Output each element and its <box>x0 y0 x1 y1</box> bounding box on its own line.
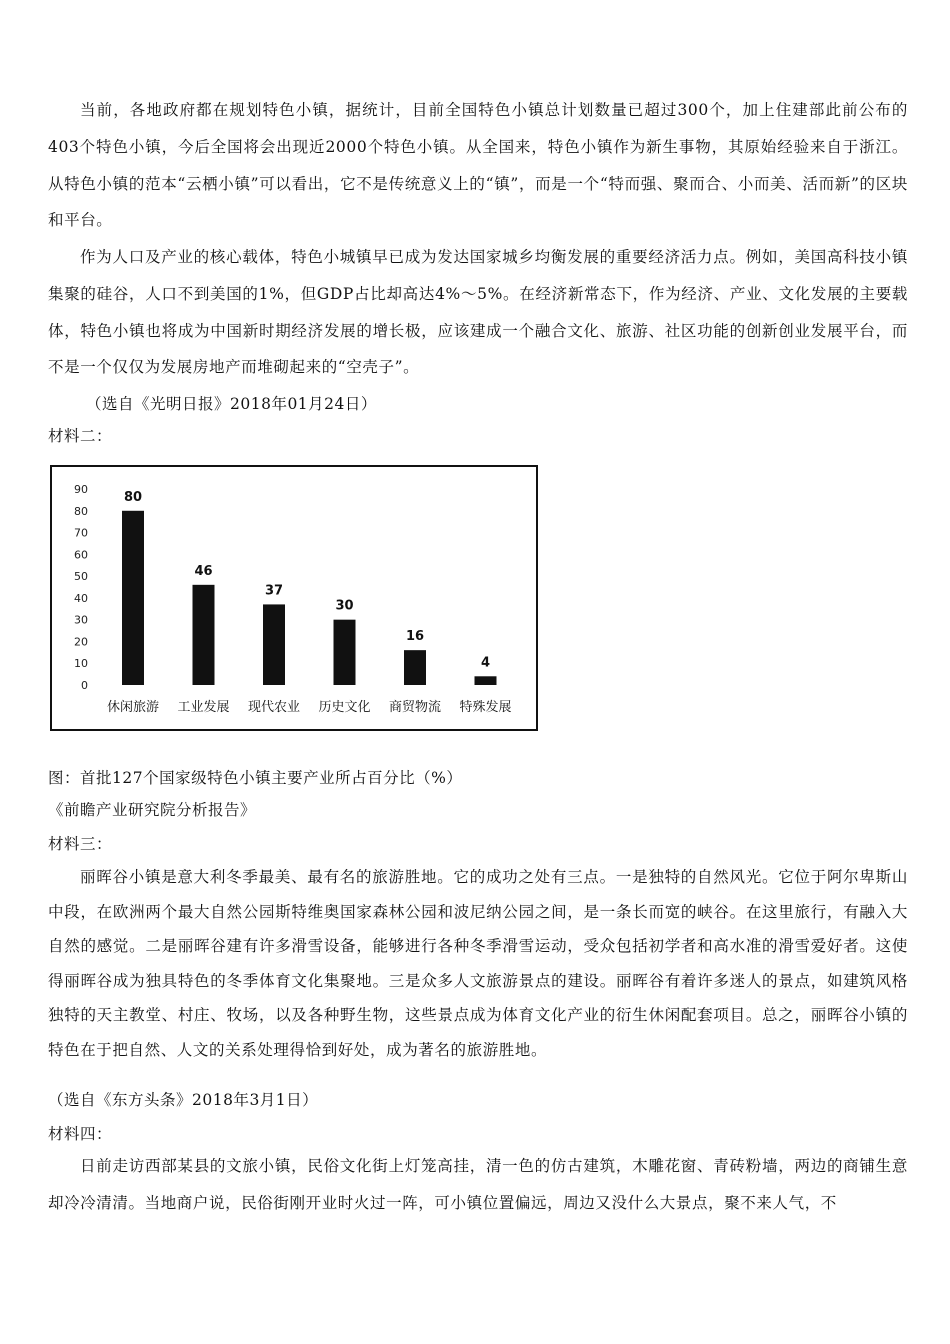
y-tick-label: 60 <box>74 548 88 562</box>
bar-2 <box>193 585 215 685</box>
bar-value-label: 80 <box>123 489 143 505</box>
bar-value-label: 46 <box>194 563 213 579</box>
bar-5 <box>404 650 426 685</box>
material1-paragraph-2: 作为人口及产业的核心载体，特色小城镇早已成为发达国家城乡均衡发展的重要经济活力点。例如，美国高科技小镇集聚的硅谷，人口不到美国的1%，但GDP占比却高达4%～5%。在经济新常态下，作为经济、产业、文化发展的主要载体，特色小镇也将成为中国新时期经济发展的增长极，应该建成一个融合文化、旅游、社区功能的创新创业发展平台，而不是一个仅仅为发展房地产而堆砌起来的“空壳子”。 <box>48 248 908 377</box>
category-label: 特殊发展 <box>459 700 512 715</box>
material3-source: （选自《东方头条》2018年3月1日） <box>48 1091 319 1109</box>
material3-heading: 材料三： <box>48 835 113 853</box>
bar-chart-svg <box>52 467 538 731</box>
category-label: 工业发展 <box>177 700 230 715</box>
material3-paragraph: 丽晖谷小镇是意大利冬季最美、最有名的旅游胜地。它的成功之处有三点。一是独特的自然风光。它位于阿尔卑斯山中段，在欧洲两个最大自然公园斯特维奥国家森林公园和波尼纳公园之间，是一条长而宽的峡谷。在这里旅行，有融入大自然的感觉。二是丽晖谷建有许多滑雪设备，能够进行各种冬季滑雪运动，受众包括初学者和高水准的滑雪爱好者。这使得丽晖谷成为独具特色的冬季体育文化集聚地。三是众多人文旅游景点的建设。丽晖谷有着许多迷人的景点，如建筑风格独特的天主教堂、村庄、牧场，以及各种野生物，这些景点成为体育文化产业的衍生休闲配套项目。总之，丽晖谷小镇的特色在于把自然、人文的关系处理得恰到好处，成为著名的旅游胜地。 <box>48 868 908 1059</box>
category-label: 休闲旅游 <box>106 700 160 715</box>
y-tick-label: 40 <box>74 591 88 605</box>
y-tick-label: 10 <box>74 657 88 671</box>
y-tick-label: 90 <box>74 483 88 496</box>
y-tick-label: 0 <box>81 679 88 692</box>
y-tick-label: 30 <box>74 613 88 627</box>
category-label: 商贸物流 <box>388 700 442 715</box>
y-tick-label: 50 <box>74 570 88 584</box>
y-tick-label: 80 <box>74 504 88 518</box>
bar-value-label: 16 <box>405 629 425 645</box>
material2-heading: 材料二： <box>48 427 113 445</box>
y-tick-label: 70 <box>74 526 88 540</box>
bar-value-label: 37 <box>264 583 284 599</box>
material4-heading: 材料四： <box>48 1125 113 1143</box>
bar-1 <box>122 511 144 685</box>
bar-value-label: 30 <box>335 598 354 614</box>
bar-value-label: 4 <box>480 655 491 671</box>
material4-paragraph: 日前走访西部某县的文旅小镇，民俗文化街上灯笼高挂，清一色的仿古建筑，木雕花窗、青砖粉墙，两边的商铺生意却冷冷清清。当地商户说，民俗街刚开业时火过一阵，可小镇位置偏远，周边又没什么大景点，聚不来人气，不 <box>48 1157 908 1212</box>
category-label: 现代农业 <box>247 700 301 715</box>
material1-source: （选自《光明日报》2018年01月24日） <box>86 395 377 413</box>
chart-caption: 图：首批127个国家级特色小镇主要产业所占百分比（%） <box>48 769 463 787</box>
material2-source: 《前瞻产业研究院分析报告》 <box>48 801 257 819</box>
category-label: 历史文化 <box>318 700 371 715</box>
bar-3 <box>263 604 285 685</box>
bar-chart <box>50 465 538 731</box>
bar-4 <box>334 620 356 685</box>
material1-paragraph-1: 当前，各地政府都在规划特色小镇，据统计，目前全国特色小镇总计划数量已超过300个，加上住建部此前公布的403个特色小镇，今后全国将会出现近2000个特色小镇。从全国来，特色小镇作为新生事物，其原始经验来自于浙江。从特色小镇的范本“云栖小镇”可以看出，它不是传统意义上的“镇”，而是一个“特而强、聚而合、小而美、活而新”的区块和平台。 <box>48 101 908 230</box>
bar-6 <box>475 676 497 685</box>
y-tick-label: 20 <box>74 635 88 649</box>
